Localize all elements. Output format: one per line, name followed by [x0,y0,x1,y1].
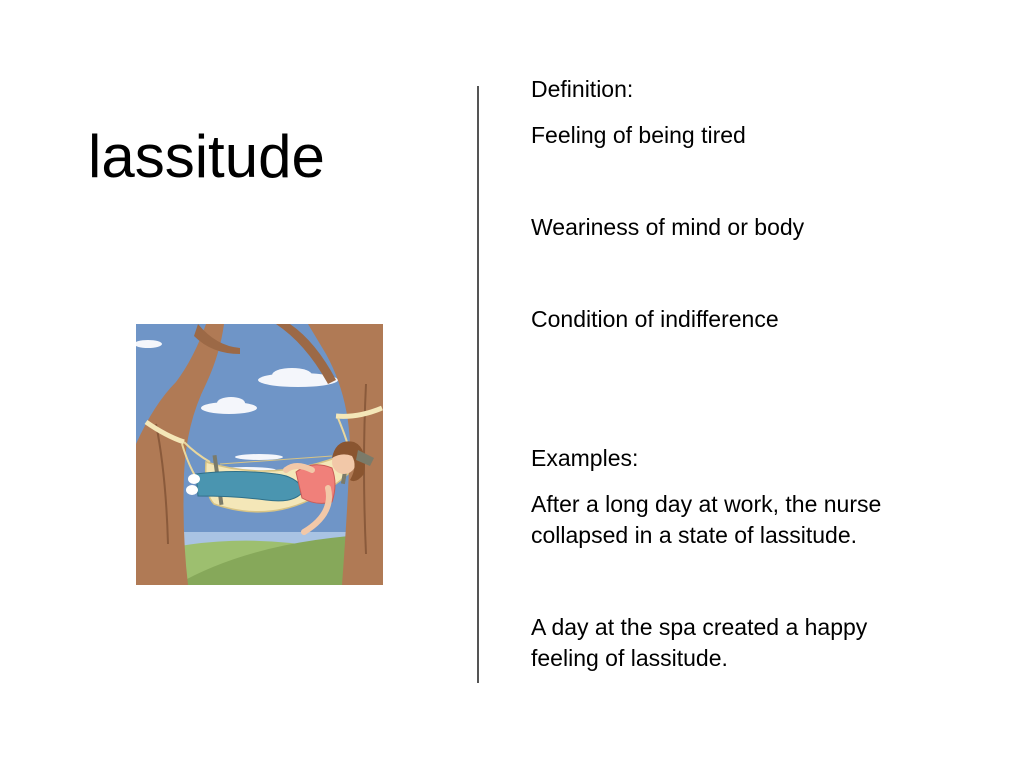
definition-item: Condition of indifference [531,306,779,332]
example-line: collapsed in a state of lassitude. [531,522,858,548]
slide-title: lassitude [88,123,325,190]
definition-item: Feeling of being tired [531,122,746,148]
vertical-divider [477,86,479,683]
example-item [531,612,867,674]
example-line: After a long day at work, the nurse [531,491,882,517]
example-line: A day at the spa created a happy [531,614,868,640]
definition-heading: Definition: [531,76,634,102]
hammock-illustration [136,324,383,585]
definition-item: Weariness of mind or body [531,214,805,240]
examples-heading: Examples: [531,445,639,471]
example-line: feeling of lassitude. [531,645,728,671]
woman-in-hammock-icon [136,324,383,585]
example-item [531,489,881,551]
